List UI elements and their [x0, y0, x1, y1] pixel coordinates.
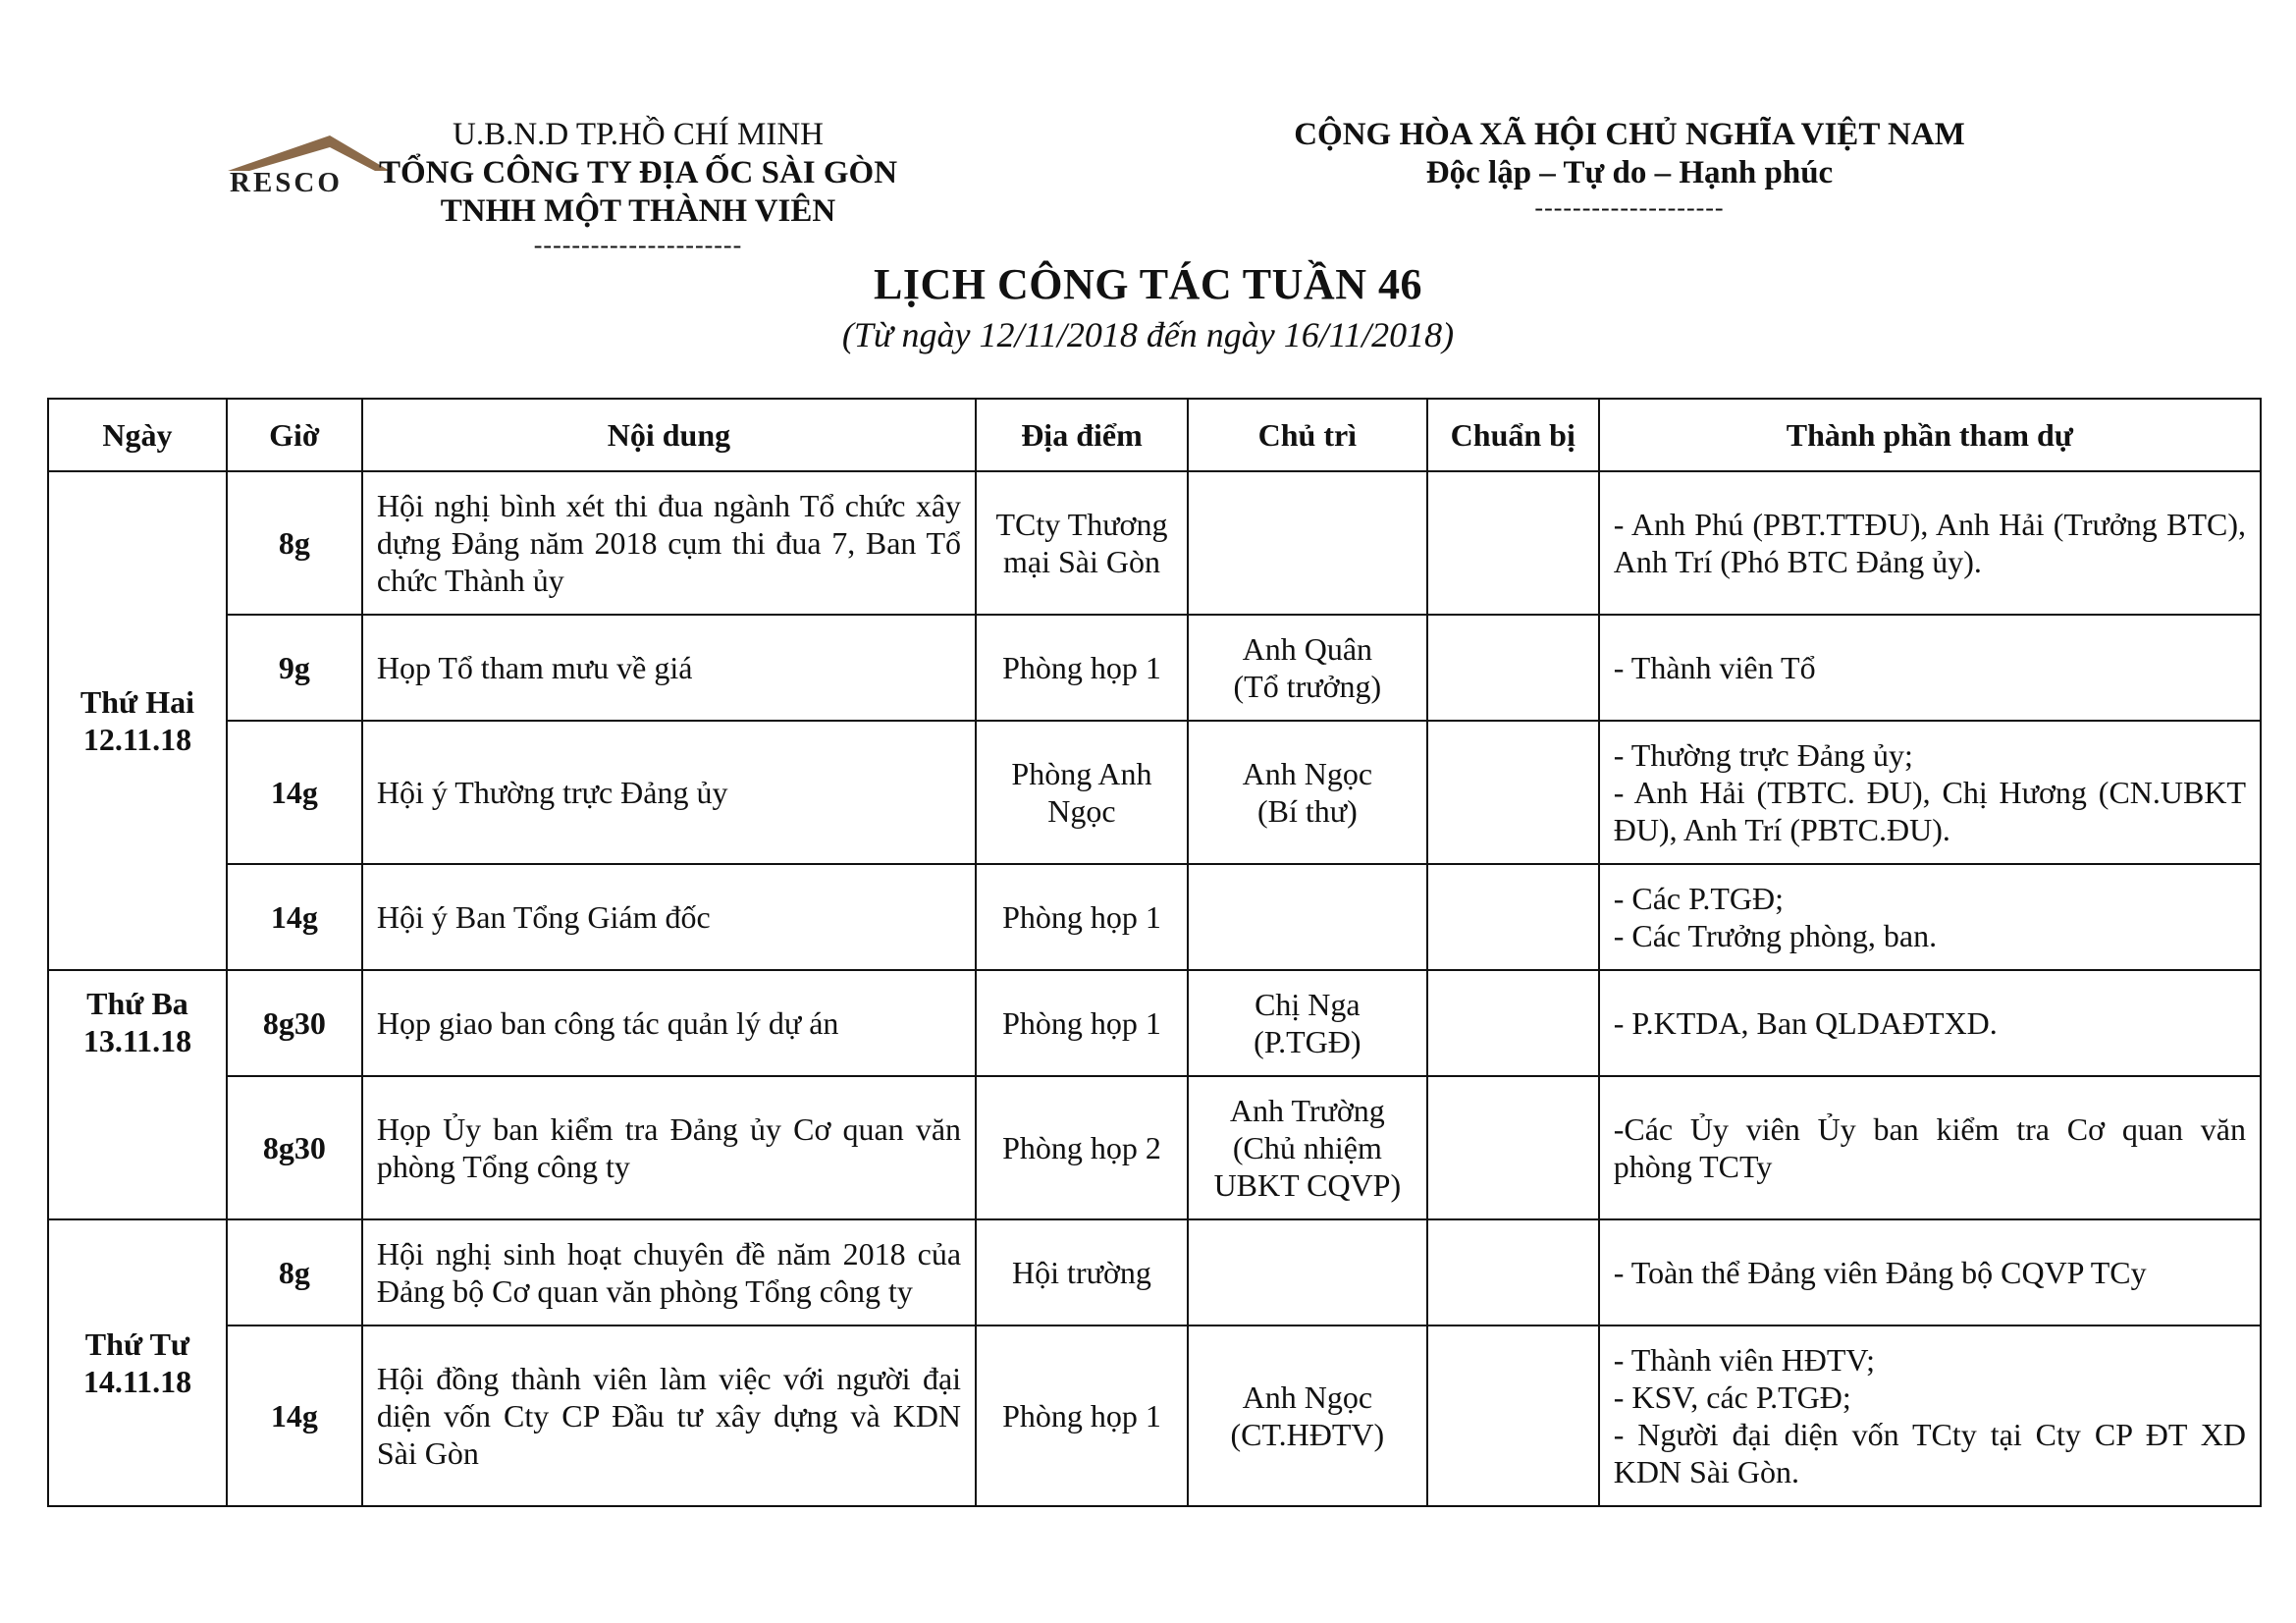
- attendee-line: - Thường trực Đảng ủy;: [1613, 737, 1913, 773]
- chair-cell: [1188, 615, 1427, 721]
- org-line-1: U.B.N.D TP.HỒ CHÍ MINH: [452, 117, 824, 152]
- content-cell: Hội nghị sinh hoạt chuyên đề năm 2018 của Đảng bộ Cơ quan văn phòng Tổng công ty: [362, 1219, 976, 1325]
- chair-line: Anh Ngọc: [1242, 756, 1373, 791]
- org-line-3: TNHH MỘT THÀNH VIÊN: [440, 193, 836, 229]
- day-date: 14.11.18: [82, 1364, 192, 1399]
- day-date: 12.11.18: [82, 722, 192, 757]
- place-cell: Hội trường: [976, 1219, 1188, 1325]
- attendees-cell: [1599, 615, 2261, 721]
- national-title: CỘNG HÒA XÃ HỘI CHỦ NGHĨA VIỆT NAM: [1294, 117, 1965, 152]
- content-cell: Họp Tổ tham mưu về giá: [362, 615, 976, 721]
- time-cell: 14g: [227, 1325, 362, 1506]
- content-cell: Họp Ủy ban kiểm tra Đảng ủy Cơ quan văn phòng Tổng công ty: [362, 1076, 976, 1219]
- day-name: Thứ Hai: [80, 684, 195, 720]
- time-cell: 8g: [227, 1219, 362, 1325]
- prepare-cell: [1427, 1325, 1599, 1506]
- attendees-cell: [1599, 970, 2261, 1076]
- attendee-line: - Thành viên HĐTV;: [1613, 1342, 1876, 1378]
- day-name: Thứ Ba: [86, 986, 188, 1021]
- time-cell: 14g: [227, 721, 362, 864]
- table-header-row: [48, 399, 2261, 471]
- title-block: [0, 257, 2296, 357]
- attendee-line: - Các P.TGĐ;: [1613, 881, 1785, 916]
- prepare-cell: [1427, 1219, 1599, 1325]
- chair-line: Anh Ngọc: [1242, 1380, 1373, 1415]
- national-header: [1256, 116, 2002, 224]
- chair-cell: [1188, 1325, 1427, 1506]
- header-attendees: Thành phần tham dự: [1599, 399, 2261, 471]
- day-cell-wednesday: [48, 1219, 227, 1506]
- table-row: [48, 1219, 2261, 1325]
- header-prepare: Chuẩn bị: [1427, 399, 1599, 471]
- chair-line: (CT.HĐTV): [1230, 1417, 1385, 1452]
- chair-cell: [1188, 864, 1427, 970]
- prepare-cell: [1427, 1076, 1599, 1219]
- attendees-cell: [1599, 721, 2261, 864]
- table-row: [48, 721, 2261, 864]
- attendees-cell: [1599, 1076, 2261, 1219]
- chair-cell: [1188, 471, 1427, 615]
- attendee-line: - Anh Phú (PBT.TTĐU), Anh Hải (Trưởng BTC), Anh Trí (Phó BTC Đảng ủy).: [1613, 507, 2246, 579]
- attendee-line: - Toàn thể Đảng viên Đảng bộ CQVP TCy: [1613, 1255, 2147, 1290]
- time-cell: 9g: [227, 615, 362, 721]
- table-row: [48, 970, 2261, 1076]
- table-row: [48, 471, 2261, 615]
- prepare-cell: [1427, 864, 1599, 970]
- day-date: 13.11.18: [82, 1023, 192, 1058]
- time-cell: 8g30: [227, 1076, 362, 1219]
- content-cell: Hội ý Ban Tổng Giám đốc: [362, 864, 976, 970]
- place-cell: Phòng họp 1: [976, 864, 1188, 970]
- attendees-cell: [1599, 864, 2261, 970]
- place-cell: Phòng họp 1: [976, 615, 1188, 721]
- chair-line: (Tổ trưởng): [1233, 669, 1382, 704]
- day-cell-tuesday: [48, 970, 227, 1219]
- header-content: Nội dung: [362, 399, 976, 471]
- header-chair: Chủ trì: [1188, 399, 1427, 471]
- prepare-cell: [1427, 615, 1599, 721]
- national-motto: Độc lập – Tự do – Hạnh phúc: [1425, 155, 1834, 190]
- logo-text: RESCO: [230, 167, 343, 198]
- attendee-line: - Thành viên Tổ: [1613, 650, 1816, 685]
- attendee-line: - KSV, các P.TGĐ;: [1613, 1380, 1851, 1415]
- chair-line: Chị Nga: [1255, 987, 1361, 1022]
- page-subtitle: (Từ ngày 12/11/2018 đến ngày 16/11/2018): [841, 315, 1455, 354]
- table-row: [48, 864, 2261, 970]
- attendees-cell: [1599, 1325, 2261, 1506]
- place-cell: Phòng họp 2: [976, 1076, 1188, 1219]
- chair-line: (P.TGĐ): [1254, 1024, 1362, 1059]
- place-cell: Phòng họp 1: [976, 1325, 1188, 1506]
- attendee-line: - Các Trưởng phòng, ban.: [1613, 918, 1938, 953]
- content-cell: Họp giao ban công tác quản lý dự án: [362, 970, 976, 1076]
- chair-cell: [1188, 1076, 1427, 1219]
- chair-cell: [1188, 970, 1427, 1076]
- chair-line: UBKT CQVP): [1213, 1167, 1402, 1203]
- day-cell-monday: [48, 471, 227, 970]
- chair-line: Anh Trường: [1229, 1093, 1385, 1128]
- schedule-table: [47, 398, 2262, 1507]
- table-row: [48, 1325, 2261, 1506]
- header-day: Ngày: [48, 399, 227, 471]
- content-cell: Hội ý Thường trực Đảng ủy: [362, 721, 976, 864]
- place-cell: TCty Thương mại Sài Gòn: [976, 471, 1188, 615]
- chair-cell: [1188, 1219, 1427, 1325]
- chair-line: (Bí thư): [1256, 793, 1358, 829]
- place-cell: Phòng Anh Ngọc: [976, 721, 1188, 864]
- content-cell: Hội nghị bình xét thi đua ngành Tổ chức xây dựng Đảng năm 2018 cụm thi đua 7, Ban Tổ chức Thành ủy: [362, 471, 976, 615]
- time-cell: 8g: [227, 471, 362, 615]
- page-title: LỊCH CÔNG TÁC TUẦN 46: [874, 260, 1422, 308]
- chair-line: Anh Quân: [1242, 631, 1373, 667]
- table-row: [48, 1076, 2261, 1219]
- header-place: Địa điểm: [976, 399, 1188, 471]
- attendee-line: - Người đại diện vốn TCty tại Cty CP ĐT XD KDN Sài Gòn.: [1613, 1417, 2246, 1489]
- table-row: [48, 615, 2261, 721]
- place-cell: Phòng họp 1: [976, 970, 1188, 1076]
- org-line-2: TỔNG CÔNG TY ĐỊA ỐC SÀI GÒN: [378, 155, 898, 190]
- day-name: Thứ Tư: [84, 1326, 190, 1362]
- attendee-line: -Các Ủy viên Ủy ban kiểm tra Cơ quan văn phòng TCTy: [1613, 1111, 2246, 1184]
- chair-cell: [1188, 721, 1427, 864]
- prepare-cell: [1427, 970, 1599, 1076]
- time-cell: 8g30: [227, 970, 362, 1076]
- time-cell: 14g: [227, 864, 362, 970]
- prepare-cell: [1427, 721, 1599, 864]
- attendee-line: - P.KTDA, Ban QLDAĐTXD.: [1613, 1005, 1998, 1041]
- attendees-cell: [1599, 471, 2261, 615]
- org-divider: ----------------------: [533, 231, 743, 259]
- national-divider: --------------------: [1534, 193, 1725, 222]
- header-time: Giờ: [227, 399, 362, 471]
- organization-header: [334, 116, 942, 260]
- attendee-line: - Anh Hải (TBTC. ĐU), Chị Hương (CN.UBKT ĐU), Anh Trí (PBTC.ĐU).: [1613, 775, 2246, 847]
- prepare-cell: [1427, 471, 1599, 615]
- attendees-cell: [1599, 1219, 2261, 1325]
- content-cell: Hội đồng thành viên làm việc với người đại diện vốn Cty CP Đầu tư xây dựng và KDN Sài Gòn: [362, 1325, 976, 1506]
- chair-line: (Chủ nhiệm: [1232, 1130, 1382, 1165]
